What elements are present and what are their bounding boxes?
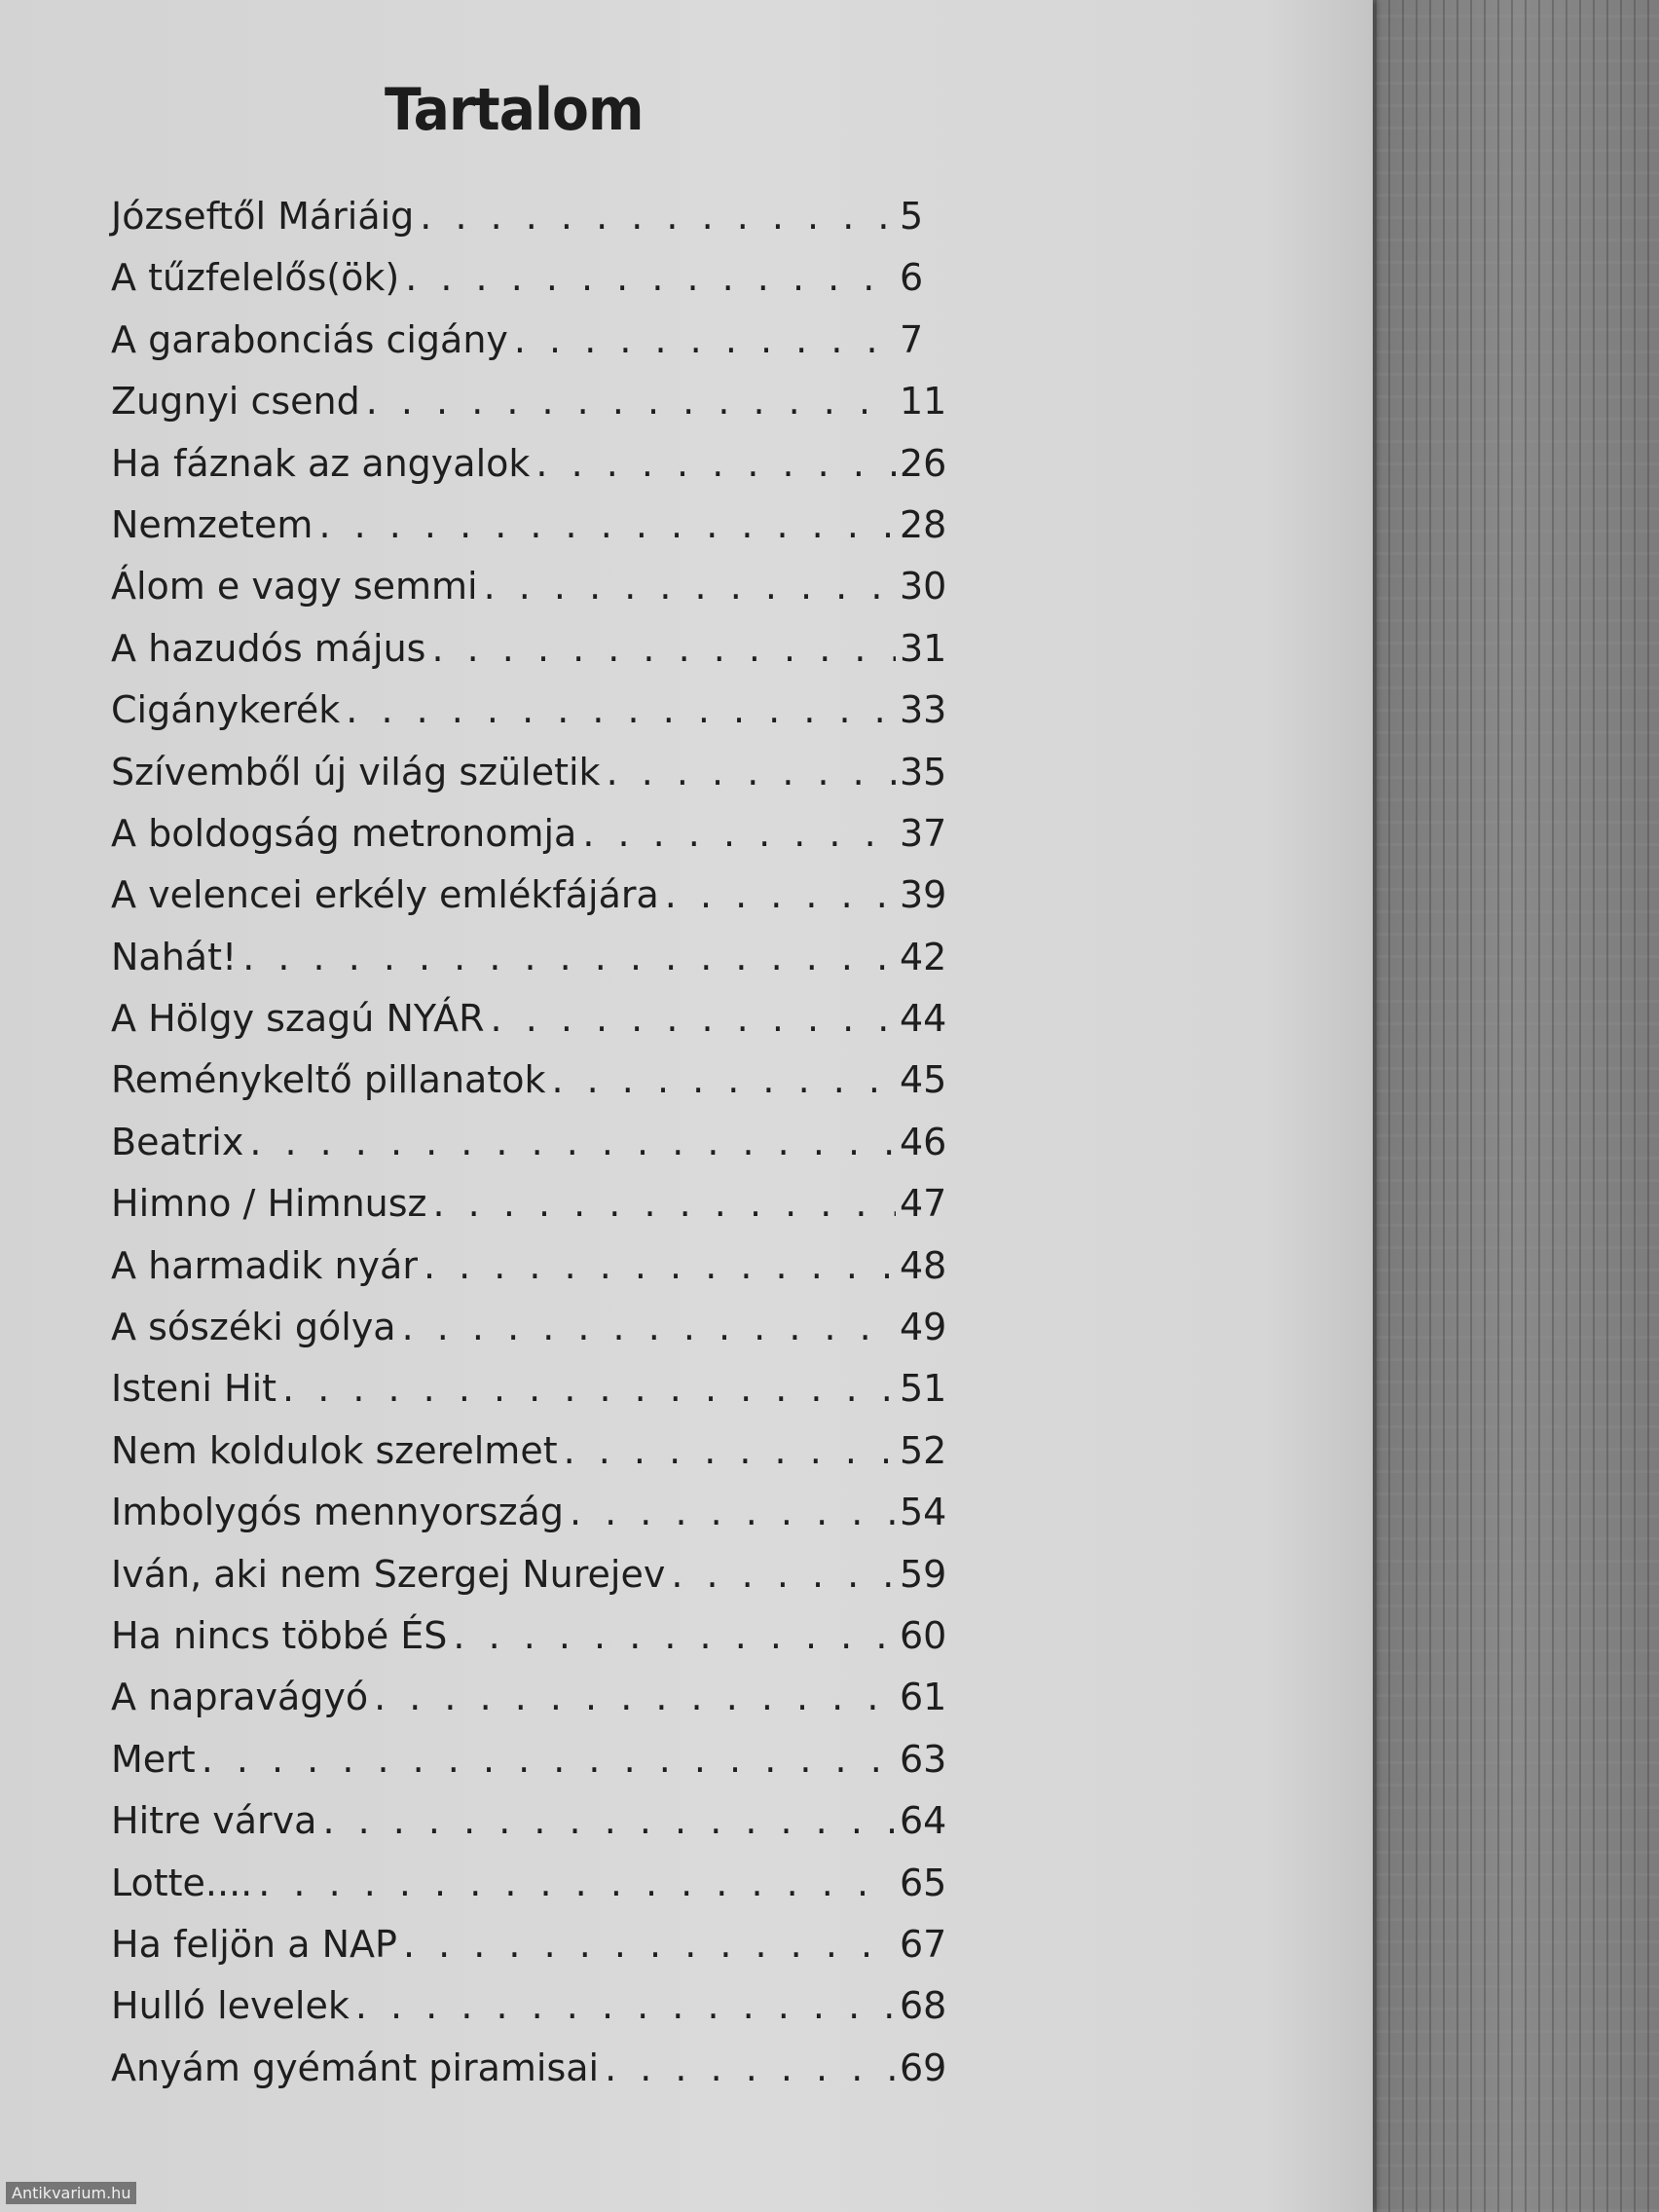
toc-entry [111,1676,947,1737]
toc-leader [282,1367,896,1410]
toc-title: Álom e vagy semmi [111,565,478,608]
toc-entry [111,1613,947,1676]
background-surface [1375,0,1659,2212]
toc-title: A tűzfelelős(ök) [111,256,400,300]
toc-title: A napravágyó [111,1676,369,1719]
toc-title: Ha nincs többé ÉS [111,1613,448,1657]
toc-page: 42 [900,935,947,978]
toc-page: 39 [900,873,947,917]
toc-page: 33 [900,688,947,732]
toc-entry [111,565,947,626]
toc-title: Beatrix [111,1120,244,1163]
toc-entry [111,318,923,380]
toc-page: 44 [900,997,947,1041]
toc-page: 5 [900,195,924,238]
toc-page: 37 [900,811,947,855]
toc-title: Hulló levelek [111,1984,350,2028]
toc-title: Nemzetem [111,502,313,546]
toc-page: 6 [900,256,924,300]
toc-title: A garabonciás cigány [111,317,508,361]
toc-leader [346,688,896,731]
toc-title: Ha feljön a NAP [111,1922,397,1966]
toc-page: 59 [900,1552,947,1596]
toc-entry [111,1243,947,1306]
toc-page: 30 [900,565,947,608]
toc-page: 35 [900,750,947,793]
toc-entry [111,1428,947,1491]
toc-entry [111,1120,947,1182]
toc-leader [366,380,896,423]
toc-title: Mert [111,1737,196,1781]
toc-leader [535,442,896,485]
toc-entry [111,1861,947,1923]
toc-leader [355,1984,896,2027]
toc-title: Lotte.... [111,1861,253,1904]
toc-leader [420,195,896,238]
toc-entry [111,1058,947,1120]
toc-entry [111,502,947,565]
toc-leader [514,318,896,361]
toc-page: 51 [900,1367,947,1411]
toc-title: Nahát! [111,935,238,978]
toc-title: Reménykeltő pillanatok [111,1058,546,1102]
toc-entry [111,441,947,503]
toc-leader [484,565,896,608]
toc-page: 28 [900,502,947,546]
toc-entry [111,1737,947,1799]
toc-title: A sószéki gólya [111,1306,396,1349]
toc-page: 63 [900,1737,947,1781]
toc-title: Józseftől Máriáig [111,195,415,238]
toc-leader [405,256,896,299]
toc-entry [111,1922,947,1984]
toc-title: Iván, aki nem Szergej Nurejev [111,1552,666,1596]
toc-leader [403,1923,896,1966]
toc-page: 60 [900,1613,947,1657]
toc-title: Anyám gyémánt piramisai [111,2046,600,2089]
toc-entry [111,873,947,935]
toc-leader [605,2046,896,2089]
toc-entry [111,195,923,256]
toc-title: Isteni Hit [111,1367,277,1411]
watermark-label: Antikvarium.hu [6,2182,136,2204]
toc-entry [111,1799,947,1861]
toc-leader [249,1121,896,1163]
toc-page: 45 [900,1058,947,1102]
toc-leader [318,503,896,546]
toc-page: 61 [900,1676,947,1719]
toc-page: 46 [900,1120,947,1163]
toc-page: 31 [900,626,947,670]
table-of-contents [111,195,947,2108]
toc-page: 68 [900,1984,947,2028]
toc-leader [453,1614,896,1657]
toc-entry [111,1306,947,1367]
toc-entry [111,1182,947,1243]
toc-title: Nem koldulok szerelmet [111,1428,558,1472]
toc-leader [431,627,896,670]
toc-page: 54 [900,1491,947,1534]
toc-leader [374,1676,896,1718]
toc-title: A hazudós május [111,626,426,670]
toc-entry [111,380,947,441]
toc-leader [607,751,896,793]
toc-leader [424,1244,896,1287]
toc-leader [202,1738,896,1781]
toc-page: 26 [900,441,947,485]
toc-title: A velencei erkély emlékfájára [111,873,659,917]
toc-leader [665,873,896,916]
toc-leader [242,936,896,978]
toc-leader [491,997,896,1040]
toc-leader [433,1182,896,1225]
page-title: Tartalom [385,76,644,144]
toc-entry [111,811,947,873]
toc-page: 67 [900,1922,947,1966]
toc-title: A boldogság metronomja [111,811,577,855]
toc-entry [111,750,947,812]
toc-leader [402,1306,896,1348]
toc-title: Hitre várva [111,1799,317,1843]
toc-leader [551,1058,896,1101]
toc-page: 52 [900,1428,947,1472]
toc-entry [111,256,923,317]
toc-entry [111,935,947,997]
toc-entry [111,1552,947,1614]
toc-title: A Hölgy szagú NYÁR [111,997,485,1041]
toc-entry [111,2046,947,2108]
toc-page: 65 [900,1861,947,1904]
toc-title: Cigánykerék [111,688,341,732]
toc-title: Zugnyi csend [111,380,360,424]
toc-entry [111,1367,947,1428]
toc-page: 7 [900,317,924,361]
toc-leader [322,1799,896,1842]
toc-title: A harmadik nyár [111,1243,418,1287]
toc-entry [111,997,947,1058]
toc-entry [111,1491,947,1552]
toc-page: 11 [900,380,947,424]
toc-page: 64 [900,1799,947,1843]
toc-title: Himno / Himnusz [111,1182,427,1226]
toc-entry [111,626,947,688]
toc-page: 48 [900,1243,947,1287]
toc-leader [582,812,896,855]
toc-page: 49 [900,1306,947,1349]
toc-title: Szívemből új világ születik [111,750,601,793]
toc-page: 47 [900,1182,947,1226]
toc-leader [258,1862,896,1904]
toc-entry [111,688,947,750]
toc-page: 69 [900,2046,947,2089]
toc-leader [671,1553,896,1596]
toc-leader [570,1491,896,1533]
toc-title: Ha fáznak az angyalok [111,441,531,485]
toc-title: Imbolygós mennyország [111,1491,564,1534]
toc-entry [111,1984,947,2046]
toc-leader [564,1429,896,1472]
